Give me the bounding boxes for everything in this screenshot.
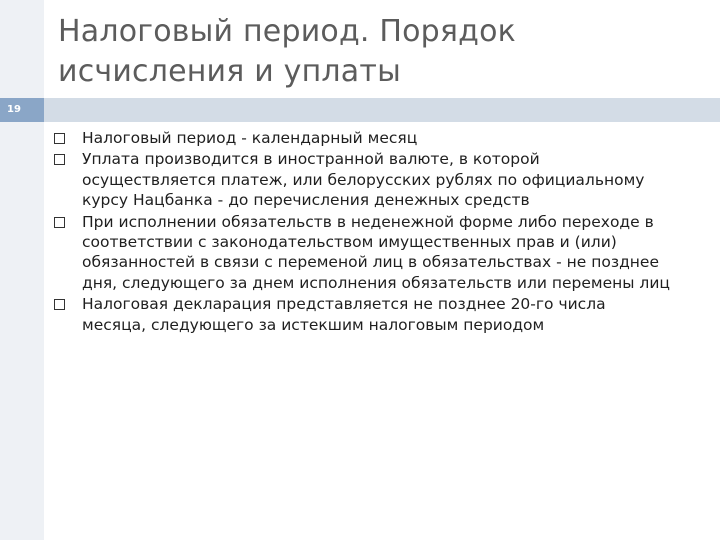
slide-number: 19 bbox=[0, 98, 44, 122]
bullet-text: Налоговая декларация представляется не позднее 20-го числа месяца, следующего за истекшим налоговым периодом bbox=[82, 295, 606, 334]
slide-title: Налоговый период. Порядок исчисления и уплаты bbox=[58, 14, 516, 89]
bullet-text: Налоговый период - календарный месяц bbox=[82, 129, 418, 147]
square-bullet-icon bbox=[54, 154, 65, 165]
square-bullet-icon bbox=[54, 217, 65, 228]
square-bullet-icon bbox=[54, 299, 65, 310]
bullet-list bbox=[52, 128, 670, 335]
bullet-text: Уплата производится в иностранной валюте, в которой осуществляется платеж, или белорусских рублях по официальному курсу Нацбанка - до перечисления денежных средств bbox=[82, 150, 645, 210]
bullet-item bbox=[52, 128, 670, 148]
title-underline-band bbox=[44, 98, 720, 122]
square-bullet-icon bbox=[54, 133, 65, 144]
bullet-item bbox=[52, 212, 670, 294]
left-sidebar-band bbox=[0, 0, 44, 540]
bullet-item bbox=[52, 294, 670, 335]
slide-content bbox=[52, 128, 670, 336]
bullet-text: При исполнении обязательств в неденежной форме либо переходе в соответствии с законодательством имущественных прав и (или) обязанностей в связи с переменой лиц в обязательствах - не позднее дня, следующего за днем исполнения обязательств или перемены лиц bbox=[82, 212, 670, 292]
bullet-item bbox=[52, 149, 670, 210]
